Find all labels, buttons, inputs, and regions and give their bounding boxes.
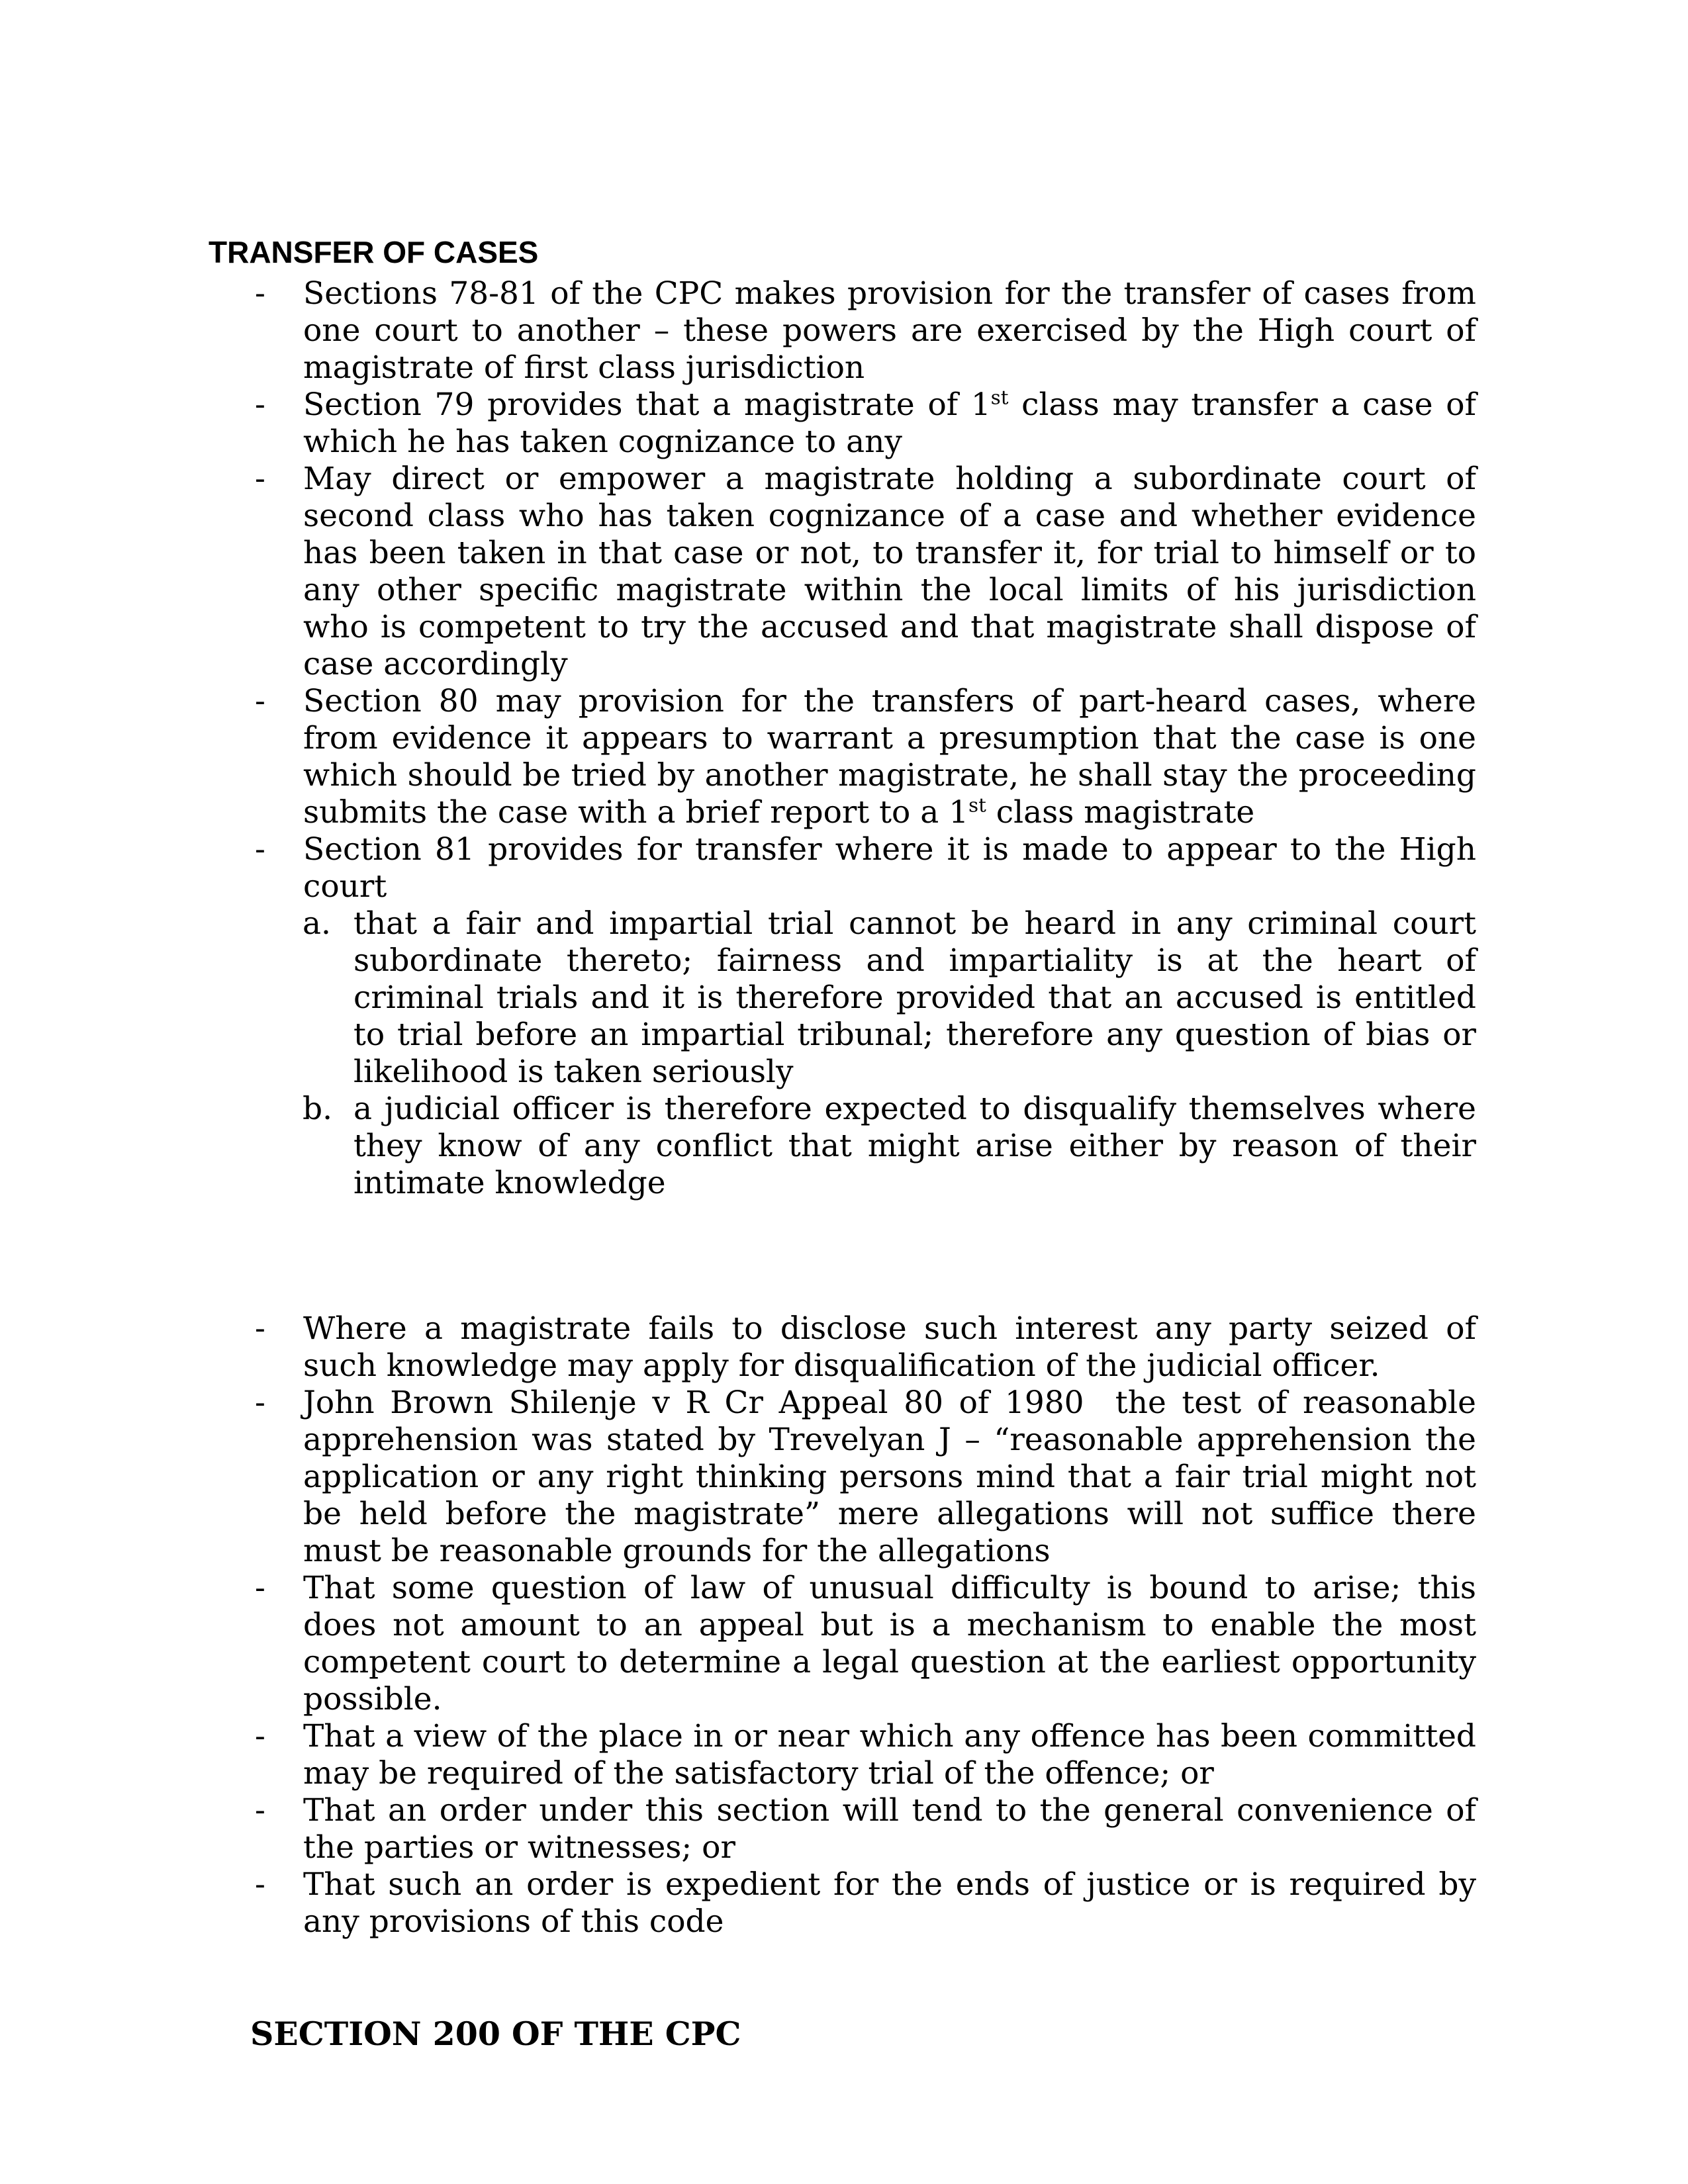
bullet-marker: - (255, 1310, 265, 1347)
bullet-item (255, 831, 1688, 905)
bullet-text: Sections 78-81 of the CPC makes provision for the transfer of cases from one court to another – these powers are exercised by the High court of magistrate of first class jurisdiction (303, 275, 1476, 386)
bullet-text: May direct or empower a magistrate holding a subordinate court of second class who has taken cognizance of a case and whether evidence has been taken in that case or not, to transfer it, for trial to himself or to any other specific magistrate within the local limits of his jurisdiction who is competent to try the accused and that magistrate shall dispose of case accordingly (303, 461, 1476, 682)
bullet-text: Where a magistrate fails to disclose such interest any party seized of such knowledge may apply for disqualification of the judicial officer. (303, 1310, 1476, 1384)
bullet-marker: - (255, 1792, 265, 1829)
bullet-text: John Brown Shilenje v R Cr Appeal 80 of 1980 the test of reasonable apprehension was stated by Trevelyan J – “reasonable apprehension the application or any right thinking persons mind that a fair trial might not be held before the magistrate” mere allegations will not suffice there must be reasonable grounds for the allegations (303, 1385, 1476, 1569)
section-heading: SECTION 200 OF THE CPC (250, 2015, 741, 2053)
bullet-marker: - (255, 387, 265, 423)
sub-item-a (303, 905, 1688, 1091)
bullet-item (255, 275, 1688, 387)
bullet-text: Section 80 may provision for the transfers of part-heard cases, where from evidence it appears to warrant a presumption that the case is one which should be tried by another magistrate, he shall stay the proceeding submits the case with a brief report to a 1st class magistrate (303, 683, 1476, 831)
bullet-text: Section 81 provides for transfer where it is made to appear to the High court (303, 831, 1476, 905)
sub-item-b (303, 1091, 1688, 1202)
bullet-item (255, 1310, 1688, 1385)
bullet-marker: - (255, 461, 265, 497)
bullet-item (255, 1570, 1688, 1718)
sub-item-marker: a. (303, 905, 331, 942)
bullet-item (255, 1718, 1688, 1792)
bullet-marker: - (255, 683, 265, 719)
bullet-marker: - (255, 1385, 265, 1421)
bullet-text: That such an order is expedient for the ends of justice or is required by any provisions of this code (303, 1866, 1476, 1940)
bullet-text: That an order under this section will tend to the general convenience of the parties or witnesses; or (303, 1792, 1476, 1866)
bullet-item (255, 1792, 1688, 1866)
bullet-item (255, 461, 1688, 683)
bullet-item (255, 683, 1688, 831)
bullet-marker: - (255, 831, 265, 868)
bullet-marker: - (255, 275, 265, 312)
bullet-item (255, 1866, 1688, 1940)
bullet-text: That a view of the place in or near which any offence has been committed may be required of the satisfactory trial of the offence; or (303, 1718, 1476, 1792)
blank-gap (0, 1202, 1688, 1310)
bullet-text: That some question of law of unusual difficulty is bound to arise; this does not amount to an appeal but is a mechanism to enable the most competent court to determine a legal question at the earliest opportunity possible. (303, 1570, 1476, 1717)
page-title: TRANSFER OF CASES (209, 235, 539, 269)
bullet-marker: - (255, 1866, 265, 1903)
bullet-marker: - (255, 1718, 265, 1754)
bullet-item (255, 387, 1688, 461)
bullet-text: Section 79 provides that a magistrate of 1st class may transfer a case of which he has taken cognizance to any (303, 386, 1477, 460)
sub-item-marker: b. (303, 1091, 333, 1127)
bullet-item (255, 1385, 1688, 1570)
bullet-marker: - (255, 1570, 265, 1606)
sub-item-text: a judicial officer is therefore expected to disqualify themselves where they know of any conflict that might arise either by reason of their intimate knowledge (353, 1091, 1476, 1201)
sub-item-text: that a fair and impartial trial cannot be heard in any criminal court subordinate thereto; fairness and impartiality is at the heart of criminal trials and it is therefore provided that an accused is entitled to trial before an impartial tribunal; therefore any question of bias or likelihood is taken seriously (353, 905, 1476, 1090)
